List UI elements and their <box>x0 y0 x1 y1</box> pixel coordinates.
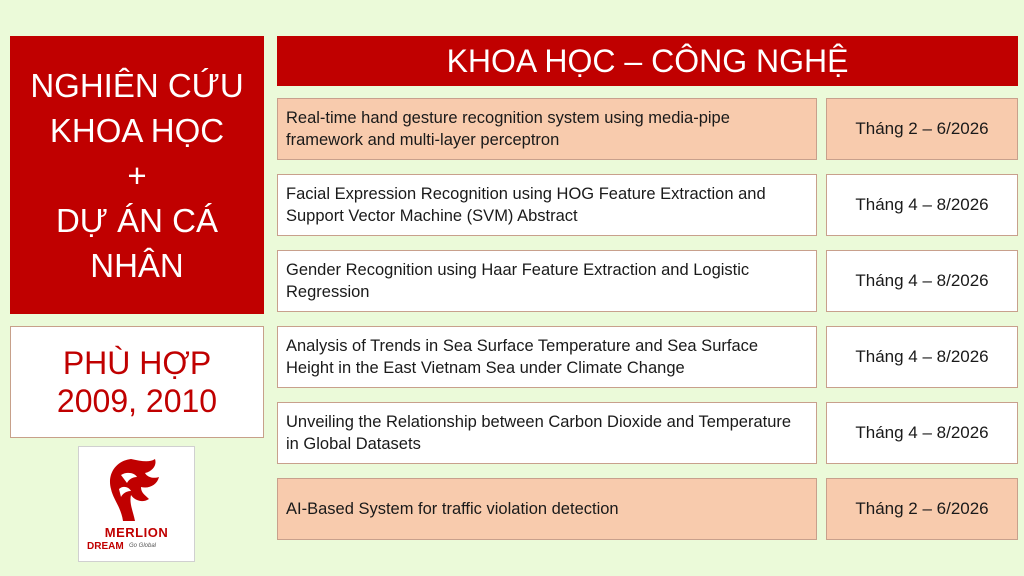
project-row-date: Tháng 4 – 8/2026 <box>826 174 1018 236</box>
research-line-3: DỰ ÁN CÁ <box>55 201 219 239</box>
project-row-date: Tháng 2 – 6/2026 <box>826 478 1018 540</box>
project-row-title: Facial Expression Recognition using HOG Feature Extraction and Support Vector Machine (SVM) Abstract <box>277 174 817 236</box>
project-row-date: Tháng 4 – 8/2026 <box>826 402 1018 464</box>
project-row-date: Tháng 4 – 8/2026 <box>826 326 1018 388</box>
suitability-panel <box>10 326 264 438</box>
project-row-title: Unveiling the Relationship between Carbon Dioxide and Temperature in Global Datasets <box>277 402 817 464</box>
research-line-2: KHOA HỌC <box>49 111 225 149</box>
section-header <box>277 36 1018 86</box>
suitability-years: 2009, 2010 <box>56 383 218 419</box>
project-row-title: Real-time hand gesture recognition system using media-pipe framework and multi-layer perceptron <box>277 98 817 160</box>
project-row-title: Gender Recognition using Haar Feature Extraction and Logistic Regression <box>277 250 817 312</box>
logo-tagline: Go Global <box>129 543 157 549</box>
merlion-logo <box>78 446 195 562</box>
project-row-date: Tháng 4 – 8/2026 <box>826 250 1018 312</box>
project-row-title: Analysis of Trends in Sea Surface Temperature and Sea Surface Height in the East Vietnam Sea under Climate Change <box>277 326 817 388</box>
research-line-1: NGHIÊN CỨU <box>30 66 244 104</box>
research-panel <box>10 36 264 314</box>
section-title: KHOA HỌC – CÔNG NGHỆ <box>446 42 849 79</box>
research-line-4: NHÂN <box>90 246 184 284</box>
merlion-head-icon <box>101 455 173 525</box>
project-row-title: AI-Based System for traffic violation detection <box>277 478 817 540</box>
logo-name: MERLION <box>104 525 169 540</box>
research-line-plus: + <box>127 156 147 194</box>
suitability-label: PHÙ HỢP <box>62 345 212 381</box>
project-row-date: Tháng 2 – 6/2026 <box>826 98 1018 160</box>
logo-sub: DREAM <box>87 541 124 552</box>
